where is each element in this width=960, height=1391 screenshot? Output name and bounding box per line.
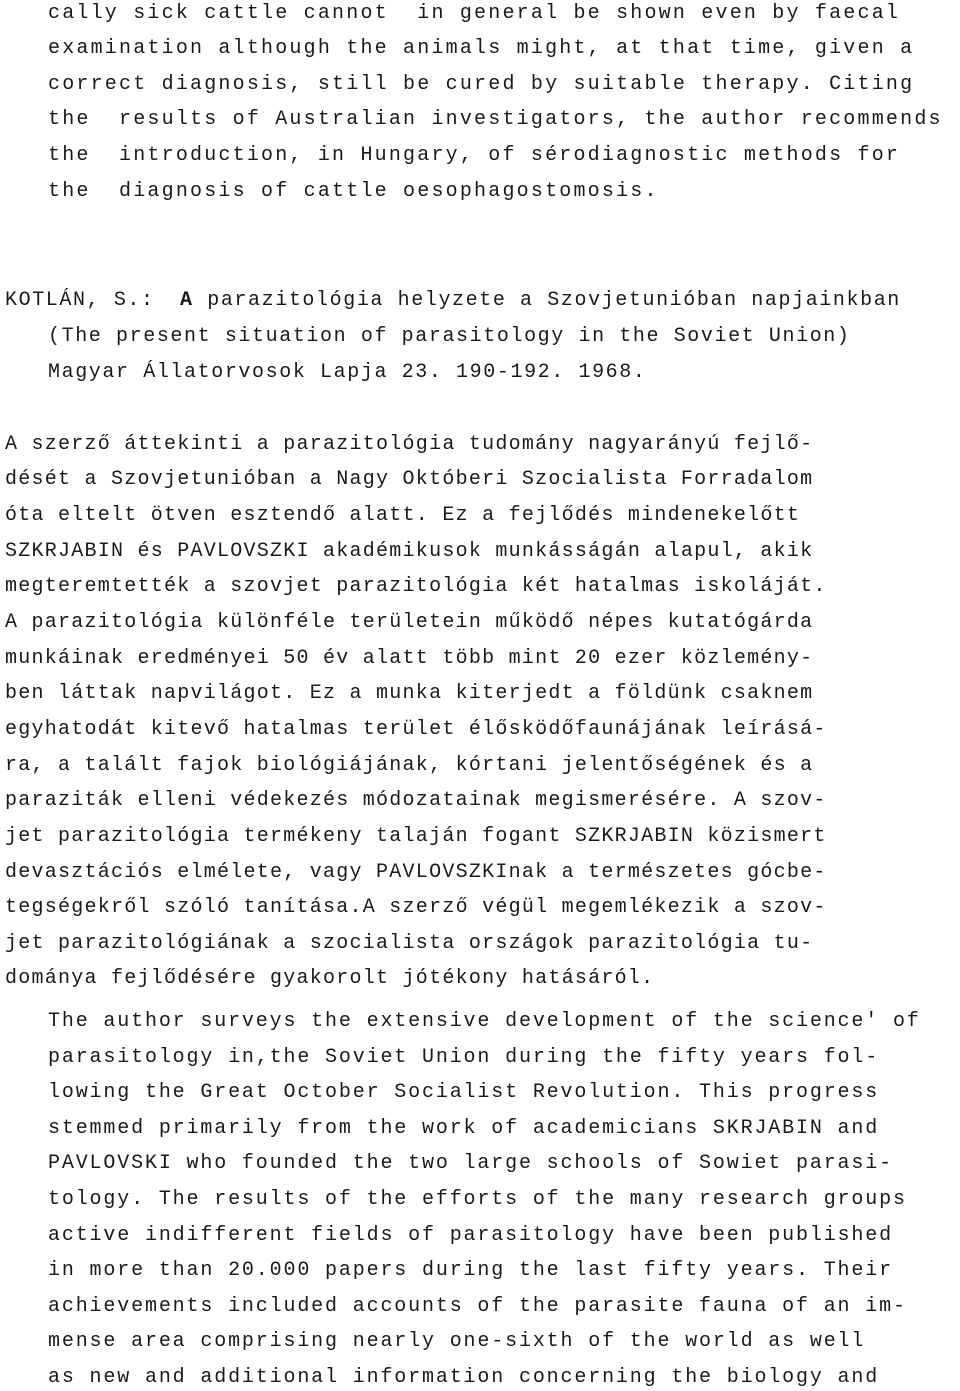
text-line: SZKRJABIN és PAVLOVSZKI akadémikusok munkásságán alapul, akik	[5, 540, 814, 563]
text-line: the introduction, in Hungary, of sérodiagnostic methods for	[48, 144, 901, 167]
text-line: tegségekről szóló tanítása.A szerző végül megemlékezik a szov-	[5, 896, 827, 919]
text-line: correct diagnosis, still be cured by suitable therapy. Citing	[48, 73, 915, 96]
text-line: megteremtették a szovjet parazitológia két hatalmas iskoláját.	[5, 575, 827, 598]
text-line: lowing the Great October Socialist Revolution. This progress	[48, 1081, 880, 1104]
text-line: dését a Szovjetunióban a Nagy Októberi Szocialista Forradalom	[5, 468, 814, 491]
text-line: cally sick cattle cannot in general be shown even by faecal	[48, 2, 901, 25]
text-line: achievements included accounts of the parasite fauna of an im-	[48, 1295, 907, 1318]
text-line: egyhatodát kitevő hatalmas terület élősködőfaunájának leírásá-	[5, 718, 827, 741]
text-line: A szerző áttekinti a parazitológia tudomány nagyarányú fejlő-	[5, 433, 814, 456]
text-line: óta eltelt ötven esztendő alatt. Ez a fejlődés mindenekelőtt	[5, 504, 801, 527]
citation-title-en: (The present situation of parasitology in the Soviet Union)	[48, 325, 851, 348]
text-line: in more than 20.000 papers during the last fifty years. Their	[48, 1259, 893, 1282]
text-line: tology. The results of the efforts of the many research groups	[48, 1188, 907, 1211]
text-line: as new and additional information concerning the biology and	[48, 1366, 880, 1389]
text-line: ra, a talált fajok biológiájának, kórtani jelentőségének és a	[5, 754, 814, 777]
citation-title-hu: A parazitológia helyzete a Szovjetunióban napjainkban	[180, 289, 901, 312]
text-line: active indifferent fields of parasitology have been published	[48, 1224, 893, 1247]
text-line: munkáinak eredményei 50 év alatt több mint 20 ezer közlemény-	[5, 647, 814, 670]
citation-source: Magyar Állatorvosok Lapja 23. 190-192. 1968.	[48, 361, 647, 384]
text-line: A parazitológia különféle területein működő népes kutatógárda	[5, 611, 814, 634]
text-line: mense area comprising nearly one-sixth of the world as well	[48, 1330, 866, 1353]
text-line: dománya fejlődésére gyakorolt jótékony hatásáról.	[5, 967, 655, 990]
text-line: the results of Australian investigators, the author recommends	[48, 108, 943, 131]
text-line: the diagnosis of cattle oesophagostomosis.	[48, 180, 659, 203]
title-initial: A	[180, 289, 194, 312]
text-line: devasztációs elmélete, vagy PAVLOVSZKInak a természetes gócbe-	[5, 861, 827, 884]
text-line: stemmed primarily from the work of academicians SKRJABIN and	[48, 1117, 880, 1140]
citation-author: KOTLÁN, S.:	[5, 289, 155, 312]
text-line: paraziták elleni védekezés módozatainak megismerésére. A szov-	[5, 789, 827, 812]
text-line: PAVLOVSKI who founded the two large schools of Sowiet parasi-	[48, 1152, 893, 1175]
text-line: parasitology in,the Soviet Union during the fifty years fol-	[48, 1046, 880, 1069]
text-line: ben láttak napvilágot. Ez a munka kiterjedt a földünk csaknem	[5, 682, 814, 705]
text-line: jet parazitológia termékeny talaján fogant SZKRJABIN közismert	[5, 825, 827, 848]
text-line: The author surveys the extensive development of the science' of	[48, 1010, 921, 1033]
text-line: jet parazitológiának a szocialista országok parazitológia tu-	[5, 932, 814, 955]
text-line: examination although the animals might, at that time, given a	[48, 37, 915, 60]
